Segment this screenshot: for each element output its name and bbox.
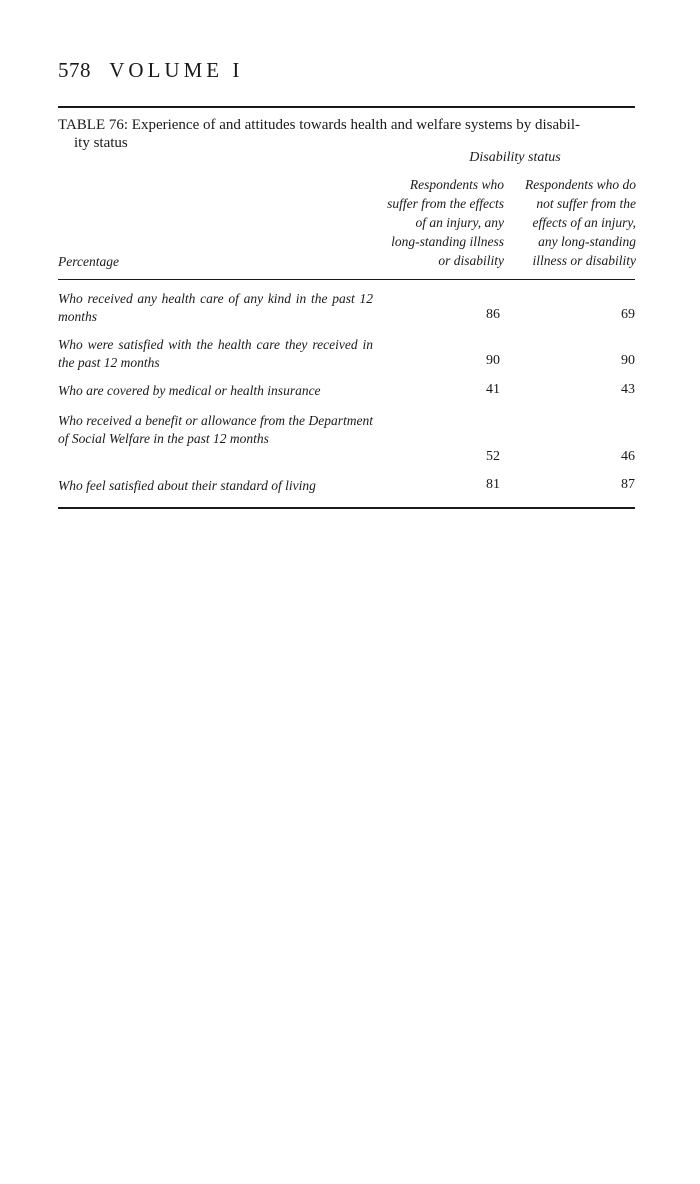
row-label: Who received any health care of any kind in the past 12 months	[58, 291, 373, 324]
running-head	[58, 58, 243, 83]
volume-label: VOLUME I	[109, 58, 244, 82]
value-without-disability: 90	[621, 353, 635, 368]
page-number: 578	[58, 58, 91, 82]
value-without-disability: 87	[621, 477, 635, 492]
column-header-without-disability: Respondents who do not suffer from the effects of an injury, any long-standing illness or disability	[525, 177, 636, 268]
row-label: Who were satisfied with the health care they received in the past 12 months	[58, 337, 373, 370]
value-with-disability: 90	[486, 353, 500, 368]
stub-header-percentage: Percentage	[58, 254, 119, 269]
table-bottom-rule	[58, 507, 635, 509]
value-with-disability: 41	[486, 382, 500, 397]
row-label: Who received a benefit or allowance from the Department of Social Welfare in the past 12 months	[58, 413, 373, 446]
value-with-disability: 52	[486, 449, 500, 464]
header-rule	[58, 279, 635, 280]
row-label: Who feel satisfied about their standard of living	[58, 478, 316, 493]
row-label: Who are covered by medical or health insurance	[58, 383, 321, 398]
value-with-disability: 86	[486, 307, 500, 322]
value-without-disability: 46	[621, 449, 635, 464]
table-caption	[58, 116, 638, 152]
value-with-disability: 81	[486, 477, 500, 492]
table-top-rule	[58, 106, 635, 108]
caption-line-1: TABLE 76: Experience of and attitudes towards health and welfare systems by disabil-	[58, 117, 580, 133]
disability-status-spanner: Disability status	[469, 150, 561, 165]
value-without-disability: 43	[621, 382, 635, 397]
column-header-with-disability: Respondents who suffer from the effects of an injury, any long-standing illness or disability	[387, 177, 504, 268]
caption-line-2: ity status	[74, 135, 128, 151]
value-without-disability: 69	[621, 307, 635, 322]
